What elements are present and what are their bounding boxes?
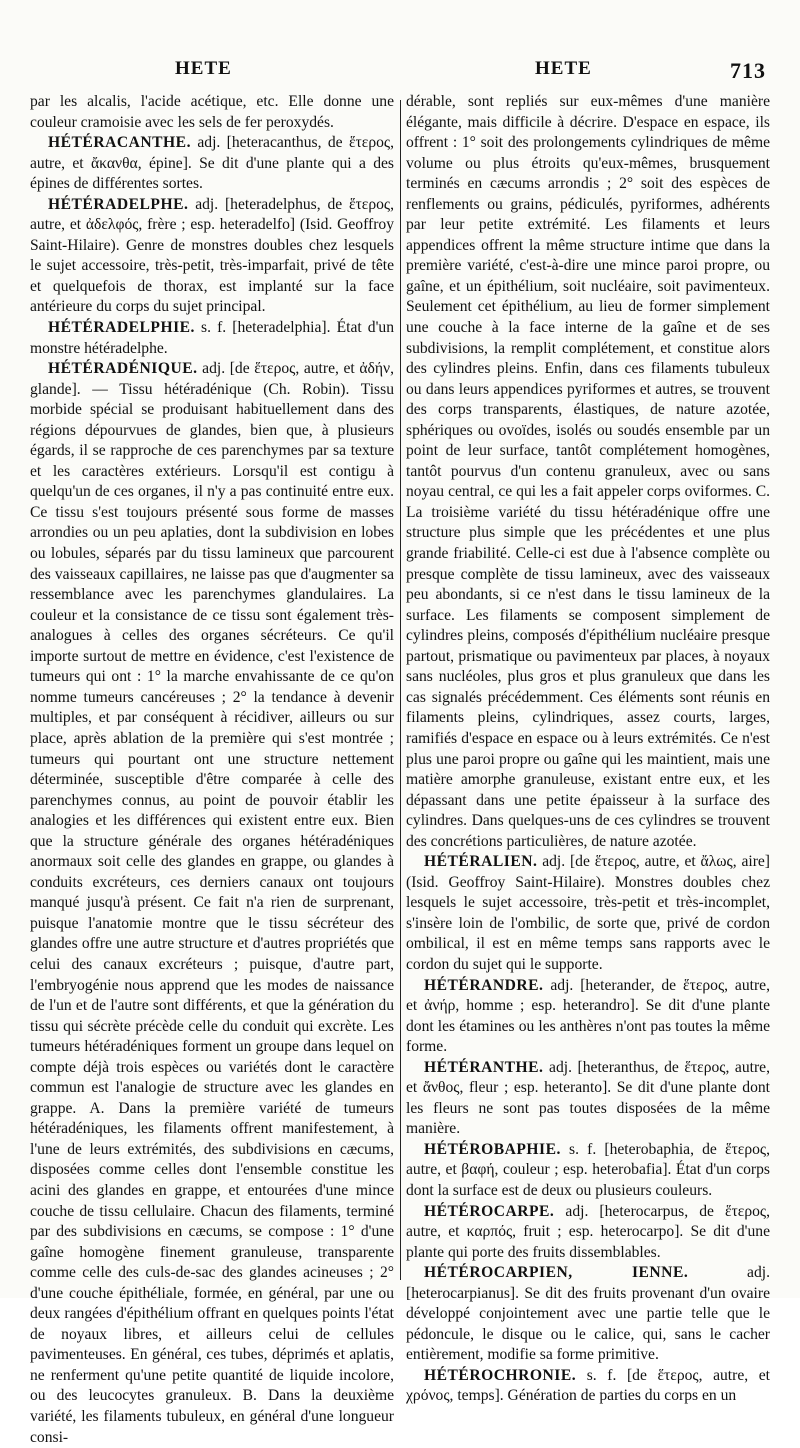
header-right-word: HETE (535, 58, 592, 79)
entry-headword: HÉTÉRANDRE. (424, 976, 544, 994)
entry-headword: HÉTÉRADELPHIE. (48, 319, 195, 337)
entry-definition: s. f. [de ἕτερος, autre, et χρόνος, temps]. Génération de parties du corps en un (406, 1366, 770, 1405)
entry-definition: adj. [de ἕτερος, autre, et ἄλως, aire] (Isid. Geoffroy Saint-Hilaire). Monstres doubles chez lesquels le sujet accessoire, très-petit et très-incomplet, s'insère loin de l'ombilic, de sorte que, privé de cordon ombilical, il est en même temps sans rapports avec le cordon du sujet qui le supporte. (406, 853, 770, 973)
dictionary-entry (406, 1202, 770, 1264)
continued-paragraph (406, 92, 770, 852)
right-column (406, 92, 770, 1405)
dictionary-entry (30, 195, 394, 318)
dictionary-entry (406, 1140, 770, 1202)
entry-headword: HÉTÉROCARPIEN, IENNE. (424, 1264, 689, 1282)
entry-definition: adj. [heteranthus, de ἕτερος, autre, et ἄνθος, fleur ; esp. heteranto]. Se dit d'une plante dont les fleurs ne sont pas toutes disposées de la même manière. (406, 1058, 770, 1138)
entry-headword: HÉTÉROCHRONIE. (424, 1366, 577, 1384)
dictionary-entry (30, 133, 394, 195)
header-left-word: HETE (175, 58, 232, 79)
dictionary-entry (406, 852, 770, 975)
entry-definition: adj. [heteracanthus, de ἕτερος, autre, et ἄκανθα, épine]. Se dit d'une plante qui a des épines de différentes sortes. (30, 134, 394, 193)
column-divider (400, 100, 401, 1280)
entry-definition: s. f. [heteradelphia]. État d'un monstre hétéradelphe. (30, 319, 394, 357)
dictionary-entry (406, 1366, 770, 1407)
entry-headword: HÉTÉRANTHE. (424, 1058, 544, 1076)
entry-headword: HÉTÉRADÉNIQUE. (48, 360, 198, 378)
entry-headword: HÉTÉRALIEN. (424, 853, 538, 871)
left-column (30, 92, 394, 1446)
entry-definition: dérable, sont repliés sur eux-mêmes d'une manière élégante, mais difficile à décrire. D'espace en espace, ils offrent : 1° soit des prolongements cylindriques de même volume ou plus étroits qu'eux-mêmes, brusquement terminés en cæcums arrondis ; 2° soit des espèces de renflements ou grains, pédiculés, pyriformes, adhérents par leur petite extrémité. Les filaments et leurs appendices offrent la même structure intime que dans la première variété, c'est-à-dire une mince paroi propre, ou gaîne, et un épithélium, soit nucléaire, soit pavimenteux. Seulement cet épithélium, au lieu de former simplement une couche à la face interne de la gaîne et de ses subdivisions, la remplit complétement, et constitue alors des cylindres pleins. Enfin, dans ces filaments tubuleux ou dans leurs appendices pyriformes et autres, se trouvent des corps transparents, élastiques, de nature azotée, sphériques ou ovoïdes, isolés ou soudés ensemble par un point de leur surface, tantôt complétement homogènes, tantôt pourvus d'un contenu granuleux, avec ou sans noyau central, ce qui les a fait appeler corps oviformes. C. La troisième variété du tissu hétéradénique offre une structure plus simple que les précédentes et une plus grande friabilité. Celle-ci est due à l'absence complète ou presque complète de tissu lamineux, avec des vaisseaux peu abondants, si ce n'est dans le tissu lamineux de la surface. Les filaments se composent simplement de cylindres pleins, composés d'épithélium nucléaire presque partout, prismatique ou pavimenteux par places, à noyaux sans nucléoles, plus gros et plus granuleux que dans les cas signalés précédemment. Ces éléments sont réunis en filaments pleins, cylindriques, assez courts, larges, ramifiés d'espace en espace ou à leurs extrémités. Ce n'est plus une paroi propre ou gaîne qui les maintient, mais une matière amorphe granuleuse, existant entre eux, et les dépassant dans une petite épaisseur à la surface des cylindres. Dans quelques-uns de ces cylindres se trouvent des concrétions particulières, de nature azotée. (406, 93, 770, 850)
entry-definition: adj. [heteradelphus, de ἕτερος, autre, et ἀδελφός, frère ; esp. heteradelfo] (Isid. Geoffroy Saint-Hilaire). Genre de monstres doubles chez lesquels le sujet accessoire, très-petit, très-imparfait, privé de tête et quelquefois de thorax, est implanté sur la face antérieure du corps du sujet principal. (30, 195, 394, 316)
dictionary-entry (406, 976, 770, 1058)
entry-headword: HÉTÉRADELPHE. (48, 195, 189, 213)
entry-headword: HÉTÉROCARPE. (424, 1202, 555, 1220)
entry-definition: s. f. [heterobaphia, de ἕτερος, autre, et βαφή, couleur ; esp. heterobafia]. État d'un corps dont la surface est de deux ou plusieurs couleurs. (406, 1140, 770, 1199)
dictionary-entry (406, 1058, 770, 1140)
dictionary-entry (30, 359, 394, 1448)
entry-definition: adj. [heterocarpus, de ἕτερος, autre, et καρπός, fruit ; esp. heterocarpo]. Se dit d'une plante qui porte des fruits dissemblables. (406, 1202, 770, 1261)
continued-paragraph (30, 92, 394, 133)
entry-definition: adj. [heterocarpianus]. Se dit des fruits provenant d'un ovaire développé conjointement avec une partie telle que le pédoncule, le disque ou le calice, qui, sans le cacher entièrement, modifie sa forme primitive. (406, 1264, 770, 1364)
page-number: 713 (730, 58, 766, 83)
entry-headword: HÉTÉRACANTHE. (48, 134, 191, 152)
entry-headword: HÉTÉROBAPHIE. (424, 1140, 561, 1158)
dictionary-entry (406, 1263, 770, 1366)
entry-definition: adj. [heterander, de ἕτερος, autre, et ἀνήρ, homme ; esp. heterandro]. Se dit d'une plante dont les étamines ou les anthères n'ont pas toutes la même forme. (406, 976, 770, 1056)
entry-definition: par les alcalis, l'acide acétique, etc. Elle donne une couleur cramoisie avec les sels de fer peroxydés. (30, 93, 394, 131)
dictionary-entry (30, 318, 394, 359)
running-header (0, 58, 800, 88)
entry-definition: adj. [de ἕτερος, autre, et ἀδήν, glande]. — Tissu hétéradénique (Ch. Robin). Tissu morbide spécial se produisant habituellement dans des régions dépourvues de glandes, bien que, à plusieurs égards, il se rapproche de ces parenchymes par sa texture et les caractères extérieurs. Lorsqu'il est contigu à quelqu'un de ces organes, il n'y a pas continuité entre eux. Ce tissu s'est toujours présenté sous forme de masses arrondies ou un peu aplaties, dont la subdivision en lobes ou lobules, séparés par du tissu lamineux que parcourent des vaisseaux capillaires, ne laisse pas que d'augmenter sa ressemblance avec les parenchymes glandulaires. La couleur et la consistance de ce tissu sont également très-analogues à celles des organes sécréteurs. Ce qu'il importe surtout de mettre en évidence, c'est l'existence de tumeurs qui ont : 1° la marche envahissante de ce qu'on nomme tumeurs cancéreuses ; 2° la tendance à devenir multiples, et par conséquent à récidiver, ailleurs ou sur place, après ablation de la première qui s'est montrée ; tumeurs qui pourtant ont une structure nettement déterminée, susceptible d'être comparée à celle des parenchymes connus, au point de pouvoir établir les analogies et les différences qui existent entre eux. Bien que la structure générale des organes hétéradéniques anormaux soit celle des glandes en grappe, ou glandes à conduits excréteurs, ces derniers canaux ont toujours manqué jusqu'à présent. Ce fait n'a rien de surprenant, puisque l'anatomie montre que le tissu sécréteur des glandes offre une autre structure et d'autres propriétés que celui des canaux excréteurs ; puisque, d'autre part, l'embryogénie nous apprend que les modes de naissance de l'un et de l'autre sont différents, et que la génération du tissu qui sécrète précède celle du conduit qui excrète. Les tumeurs hétéradéniques forment un groupe dans lequel on compte déjà trois espèces ou variétés dont le caractère commun est l'analogie de structure avec les glandes en grappe. A. Dans la première variété de tumeurs hétéradéniques, les filaments offrent manifestement, à l'une de leurs extrémités, des subdivisions en cæcums, disposées comme celles dont l'ensemble constitue les acini des glandes en grappe, et entourées d'une mince couche de tissu cellulaire. Chacun des filaments, terminé par des subdivisions en cæcums, se compose : 1° d'une gaîne homogène finement granuleuse, transparente comme celle des culs-de-sac des glandes acineuses ; 2° d'une couche épithéliale, formée, en général, par une ou deux rangées d'épithélium offrant en quelques points l'état de noyaux libres, et ailleurs celui de cellules pavimenteuses. En général, ces tubes, déprimés et aplatis, ne renferment qu'une petite quantité de liquide incolore, ou des leucocytes granuleux. B. Dans la deuxième variété, les filaments tubuleux, en général d'une longueur consi- (30, 360, 394, 1446)
